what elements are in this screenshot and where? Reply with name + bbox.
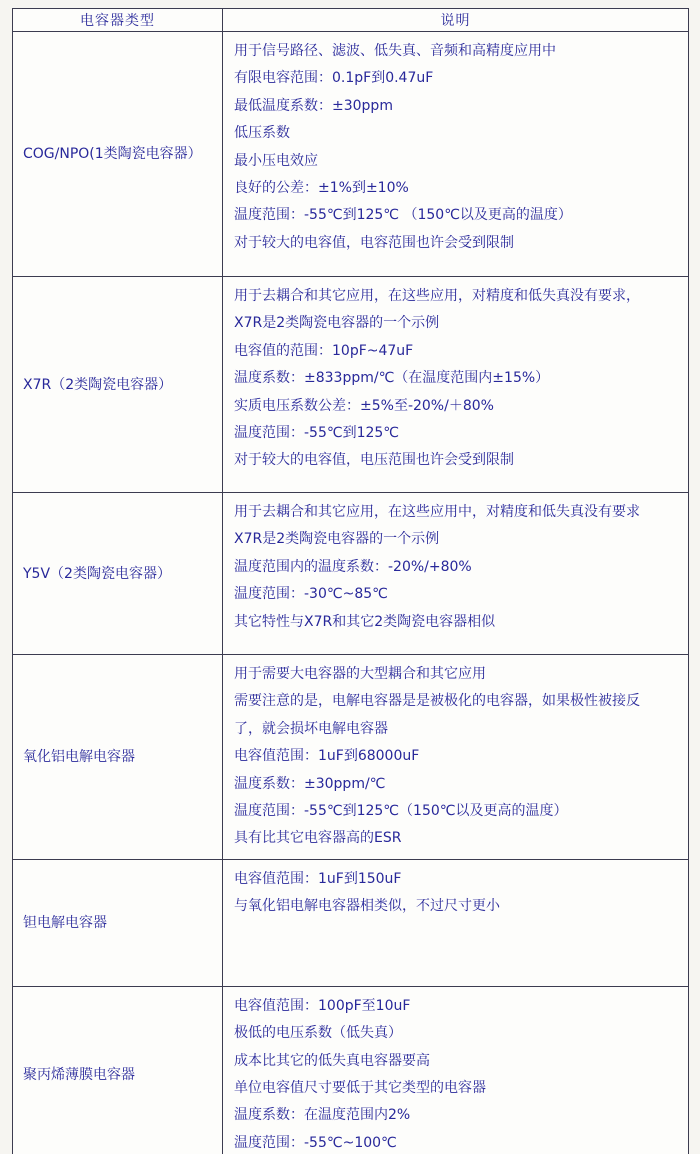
description-line: 最小压电效应 (234, 152, 318, 169)
description-line: 电容值的范围：10pF~47uF (234, 342, 414, 359)
description-line: 温度范围内的温度系数：-20%/+80% (234, 558, 472, 575)
description-line: 温度范围：-55℃到125℃ (234, 425, 400, 442)
description-line: 实质电压系数公差：±5%至-20%/＋80% (234, 397, 494, 414)
capacitor-type-cell: 聚丙烯薄膜电容器 (13, 986, 223, 1154)
table-row (13, 277, 689, 493)
description-line: 其它特性与X7R和其它2类陶瓷电容器相似 (234, 613, 496, 630)
description-line: 与氧化铝电解电容器相类似，不过尺寸更小 (234, 898, 500, 915)
description-line: 温度范围：-55℃~100℃ (234, 1134, 397, 1151)
description-line: 温度范围：-30℃~85℃ (234, 586, 388, 603)
capacitor-type-cell: X7R（2类陶瓷电容器） (13, 277, 223, 493)
description-line: 了，就会损坏电解电容器 (234, 720, 388, 737)
table-row (13, 859, 689, 986)
description-line: 用于信号路径、滤波、低失真、音频和高精度应用中 (234, 43, 556, 59)
capacitor-type-cell: COG/NPO(1类陶瓷电容器） (13, 32, 223, 277)
table-row (13, 32, 689, 277)
description-line: 温度系数：±833ppm/℃（在温度范围内±15%） (234, 370, 550, 387)
table-row (13, 986, 689, 1154)
table-header (13, 9, 689, 32)
description-line: 低压系数 (234, 125, 290, 142)
description-line: 电容值范围：100pF至10uF (234, 997, 411, 1014)
capacitor-type-cell: 钽电解电容器 (13, 859, 223, 986)
description-line: 有限电容范围：0.1pF到0.47uF (234, 70, 434, 87)
description-line: 用于去耦合和其它应用，在这些应用，对精度和低失真没有要求， (234, 288, 640, 304)
description-line: 温度范围：-55℃到125℃（150℃以及更高的温度） (234, 803, 568, 820)
description-line: 温度范围：-55℃到125℃ （150℃以及更高的温度） (234, 207, 572, 224)
header-capacitor-type: 电容器类型 (13, 9, 223, 32)
description-line: 对于较大的电容值，电容范围也许会受到限制 (234, 234, 514, 251)
description-line: 具有比其它电容器高的ESR (234, 830, 402, 847)
description-line: 电容值范围：1uF到68000uF (234, 748, 420, 765)
capacitor-description-cell (223, 986, 689, 1154)
description-line: 需要注意的是，电解电容器是是被极化的电容器，如果极性被接反 (234, 693, 640, 710)
table-row (13, 493, 689, 655)
capacitor-description-cell (223, 32, 689, 277)
capacitor-description-cell (223, 859, 689, 986)
description-line: 对于较大的电容值，电压范围也许会受到限制 (234, 452, 514, 469)
description-line: 单位电容值尺寸要低于其它类型的电容器 (234, 1080, 486, 1097)
header-row (13, 9, 689, 32)
description-line: 温度系数：在温度范围内2% (234, 1107, 411, 1124)
table-body (13, 32, 689, 1154)
description-line: X7R是2类陶瓷电容器的一个示例 (234, 531, 440, 548)
capacitor-description-cell (223, 655, 689, 860)
description-line: 良好的公差：±1%到±10% (234, 180, 409, 197)
description-line: 温度系数：±30ppm/℃ (234, 775, 386, 792)
capacitor-description-cell (223, 493, 689, 655)
description-line: 用于去耦合和其它应用，在这些应用中，对精度和低失真没有要求 (234, 504, 640, 520)
capacitor-table (12, 8, 689, 1154)
capacitor-type-cell: 氧化铝电解电容器 (13, 655, 223, 860)
description-line: 用于需要大电容器的大型耦合和其它应用 (234, 666, 486, 682)
capacitor-type-cell: Y5V（2类陶瓷电容器） (13, 493, 223, 655)
header-description: 说明 (223, 9, 689, 32)
description-line: 最低温度系数：±30ppm (234, 97, 393, 114)
description-line: 极低的电压系数（低失真） (234, 1025, 402, 1042)
description-line: 电容值范围：1uF到150uF (234, 870, 402, 887)
description-line: X7R是2类陶瓷电容器的一个示例 (234, 315, 440, 332)
table-row (13, 655, 689, 860)
capacitor-description-cell (223, 277, 689, 493)
description-line: 成本比其它的低失真电容器要高 (234, 1052, 430, 1069)
